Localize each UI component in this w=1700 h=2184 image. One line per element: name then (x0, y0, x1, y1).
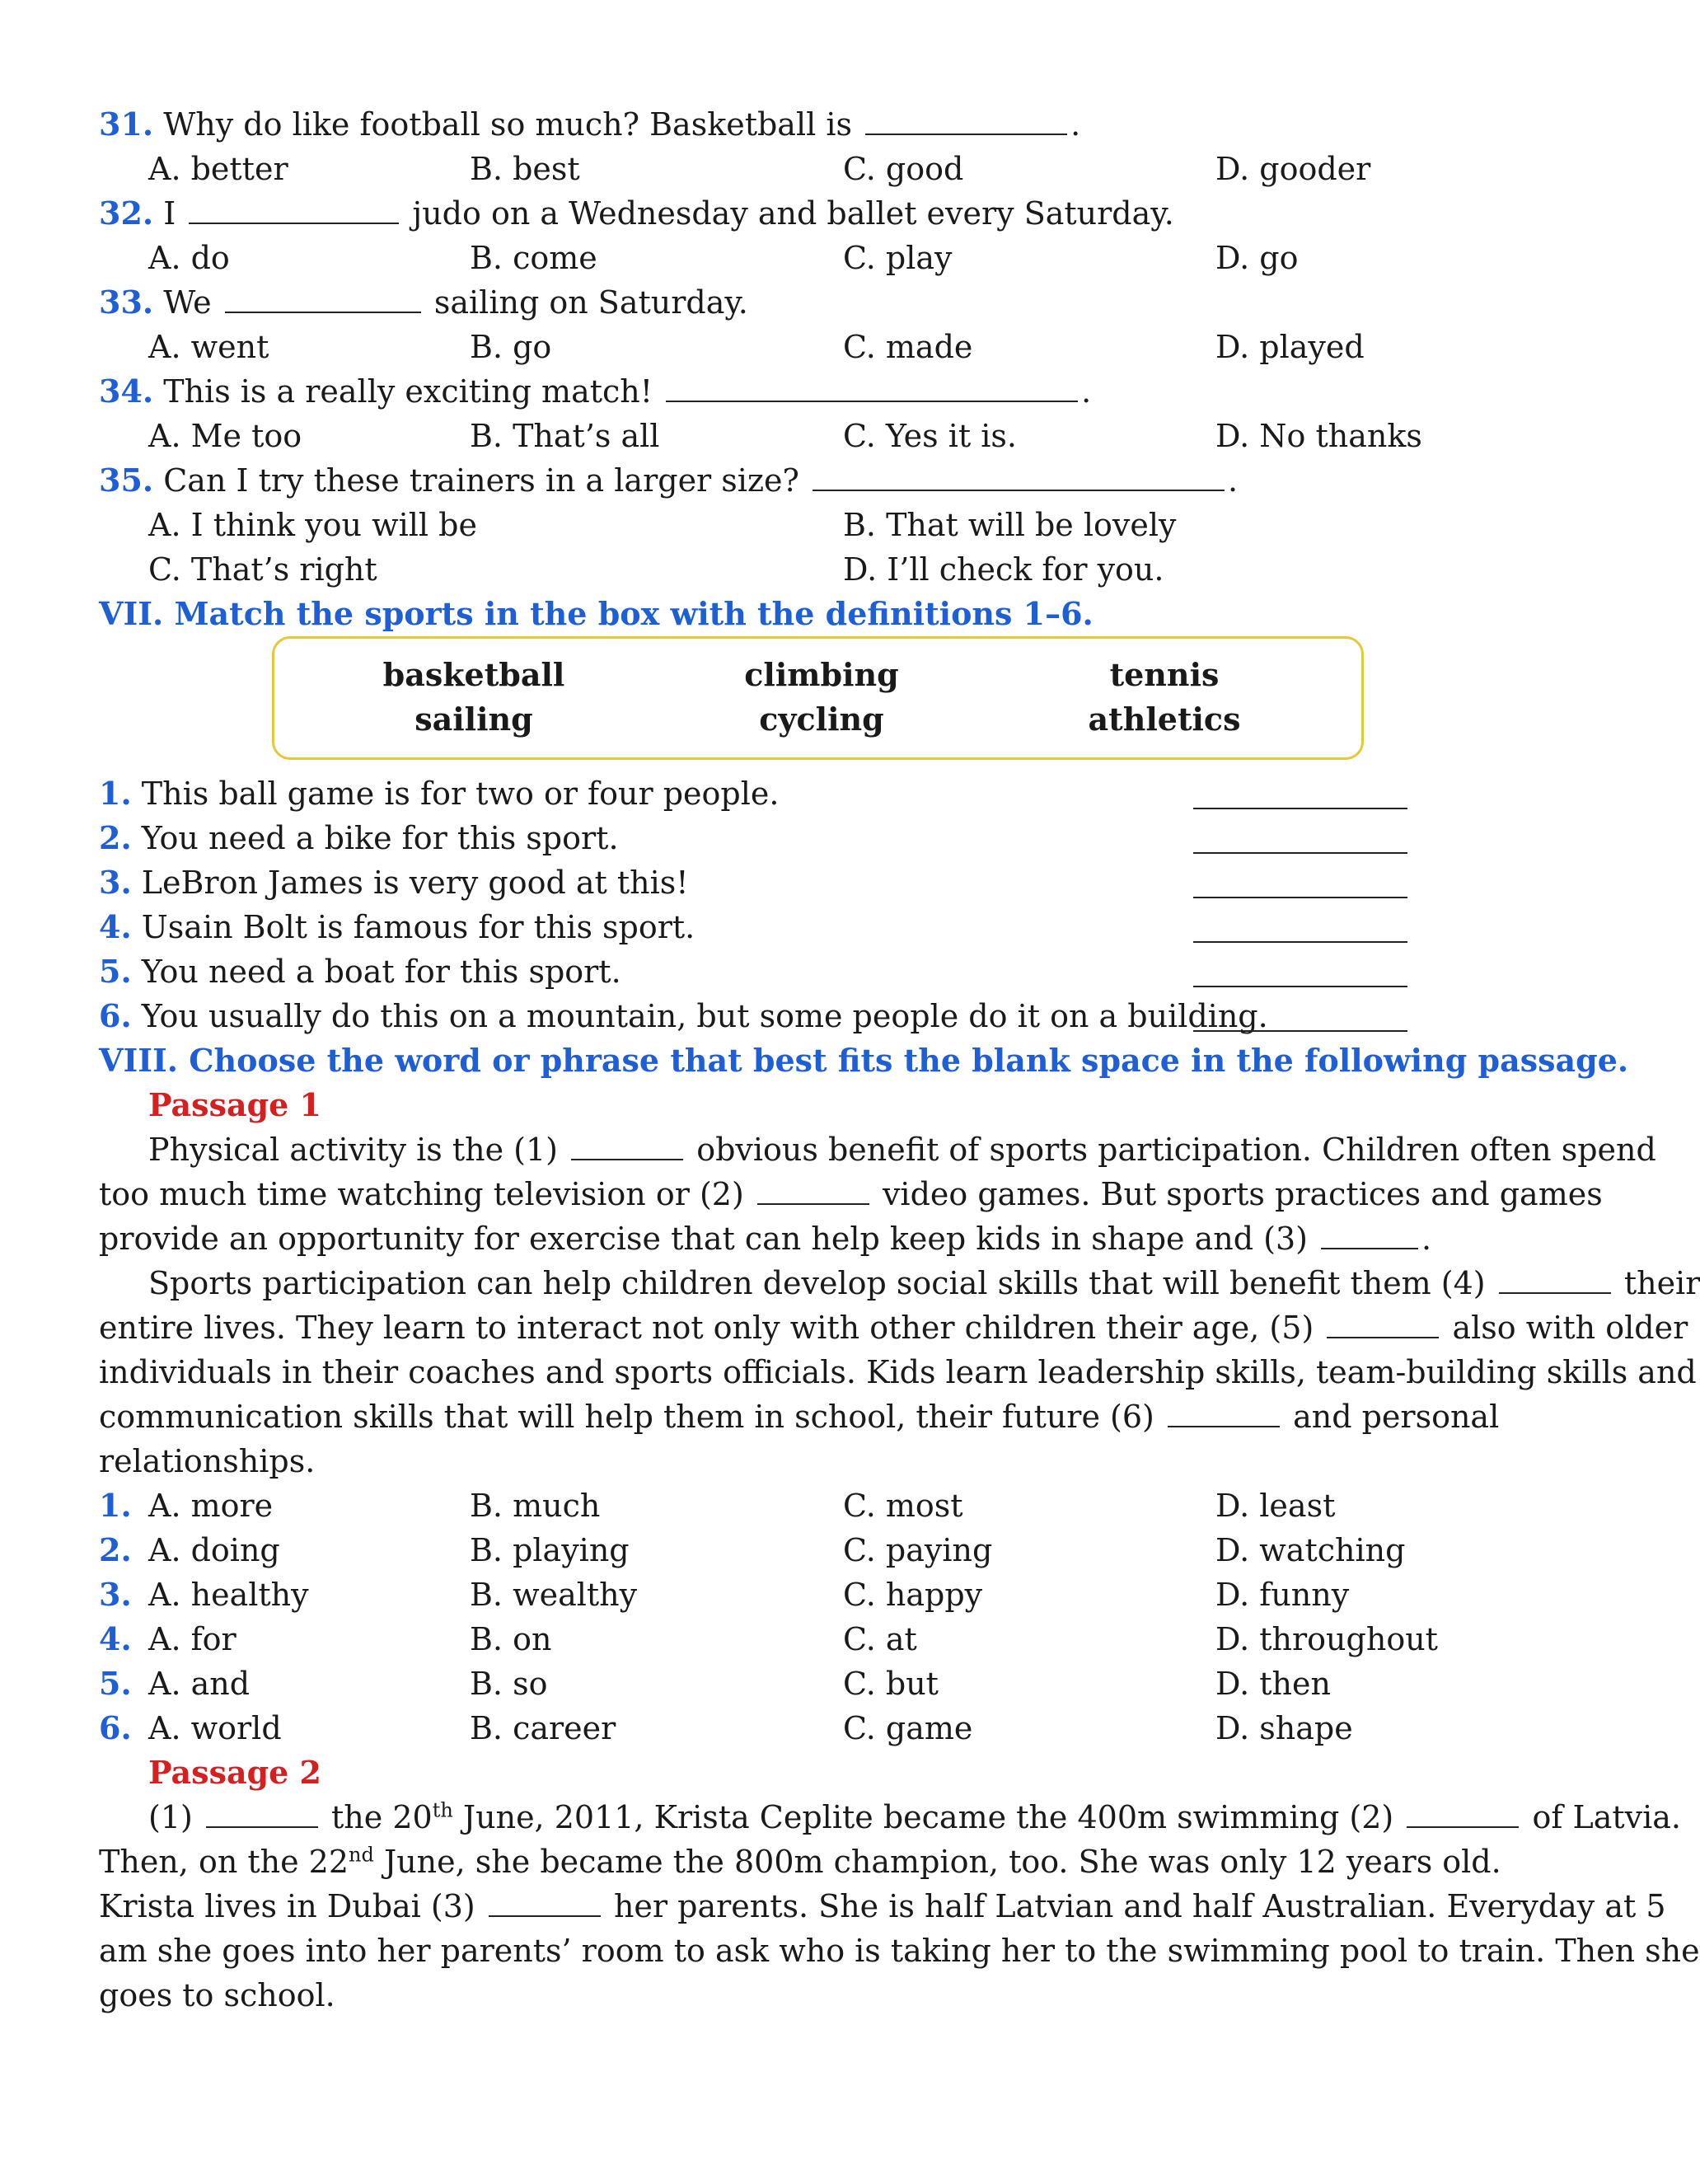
option-c: C. but (843, 1666, 939, 1702)
question-text-end: . (1227, 462, 1239, 499)
p1-question-5 (99, 1661, 132, 1706)
option-c: C. at (843, 1621, 917, 1657)
superscript: nd (349, 1843, 374, 1867)
answer-blank (666, 371, 1078, 402)
option-a: A. and (148, 1666, 251, 1702)
passage-text: provide an opportunity for exercise that can help keep kids in shape and (3) (99, 1221, 1308, 1257)
passage-text: June, 2011, Krista Ceplite became the 400m swimming (2) (462, 1799, 1394, 1835)
option-d: D. played (1215, 329, 1365, 365)
passage-2-blank-3 (489, 1886, 601, 1917)
passage-1-line (99, 1216, 1431, 1261)
passage-text: Then, on the 22 (99, 1844, 349, 1880)
option-a: A. doing (148, 1532, 280, 1568)
word-cycling: cycling (759, 701, 884, 738)
passage-2-blank-1 (206, 1797, 318, 1828)
question-text-end: . (1070, 106, 1081, 143)
passage-1-line (99, 1172, 1603, 1216)
option-b: B. That’s all (470, 418, 660, 454)
passage-text: (1) (148, 1799, 193, 1835)
option-c: C. play (843, 240, 953, 276)
option-d: D. throughout (1215, 1621, 1438, 1657)
passage-text: also with older (1452, 1310, 1688, 1346)
passage-text: too much time watching television or (2) (99, 1176, 744, 1212)
word-climbing: climbing (744, 656, 899, 693)
word-tennis: tennis (1109, 656, 1220, 693)
passage-1-line (99, 1394, 1499, 1439)
option-a: A. for (148, 1621, 237, 1657)
passage-text: am she goes into her parents’ room to ask who is taking her to the swimming pool to train. Then she (99, 1933, 1700, 1969)
passage-2-line (148, 1795, 1681, 1840)
passage-blank-3 (1321, 1218, 1418, 1249)
passage-2-line (99, 1929, 1700, 1973)
p1-question-3 (99, 1572, 132, 1617)
passage-blank-2 (757, 1174, 869, 1205)
passage-blank-6 (1168, 1396, 1280, 1427)
option-d: D. least (1215, 1488, 1336, 1524)
option-b: B. so (470, 1666, 548, 1702)
passage-text: Physical activity is the (1) (148, 1132, 559, 1168)
option-c: C. Yes it is. (843, 418, 1017, 454)
option-d: D. then (1215, 1666, 1331, 1702)
section-8-heading: VIII. Choose the word or phrase that best fits the blank space in the following passage. (99, 1042, 1629, 1079)
question-text: We (163, 284, 212, 321)
option-c: C. most (843, 1488, 963, 1524)
option-b: B. best (470, 151, 580, 187)
passage-blank-4 (1499, 1263, 1611, 1294)
option-d: D. go (1215, 240, 1299, 276)
option-b: B. career (470, 1710, 616, 1746)
question-text-end: . (1081, 373, 1092, 410)
option-d: D. No thanks (1215, 418, 1422, 454)
option-d: D. funny (1215, 1577, 1350, 1613)
option-c: C. paying (843, 1532, 993, 1568)
passage-text: Krista lives in Dubai (3) (99, 1888, 475, 1924)
passage-text: Sports participation can help children develop social skills that will benefit them (4) (148, 1265, 1486, 1301)
question-text: I (163, 195, 176, 232)
passage-1-line (99, 1439, 315, 1483)
answer-line-6 (1193, 1030, 1407, 1032)
question-number: 4. (99, 1620, 132, 1657)
option-b: B. on (470, 1621, 552, 1657)
question-34 (99, 369, 1091, 414)
passage-blank-1 (571, 1129, 683, 1160)
definition-number: 5. (99, 953, 132, 990)
option-c: C. good (843, 151, 964, 187)
passage-text: video games. But sports practices and games (882, 1176, 1603, 1212)
definition-text: Usain Bolt is famous for this sport. (141, 909, 695, 945)
definition-number: 1. (99, 775, 132, 812)
option-b: B. much (470, 1488, 601, 1524)
definition-number: 6. (99, 997, 132, 1034)
p1-question-4 (99, 1617, 132, 1661)
question-33 (99, 280, 748, 325)
passage-text: their (1623, 1265, 1700, 1301)
passage-1-line (148, 1127, 1656, 1172)
passage-1-line (148, 1261, 1700, 1305)
question-text: This is a really exciting match! (163, 373, 653, 410)
definition-text: You need a bike for this sport. (141, 820, 619, 856)
option-d: D. I’ll check for you. (843, 551, 1164, 588)
question-32 (99, 191, 1174, 236)
word-athletics: athletics (1088, 701, 1241, 738)
option-a: A. more (148, 1488, 274, 1524)
definition-text: This ball game is for two or four people. (141, 776, 780, 812)
option-a: A. world (148, 1710, 282, 1746)
definition-text: You usually do this on a mountain, but some people do it on a building. (141, 998, 1268, 1034)
passage-2-line (99, 1840, 1501, 1884)
definition-text: LeBron James is very good at this! (141, 865, 689, 901)
option-d: D. shape (1215, 1710, 1353, 1746)
question-31 (99, 102, 1080, 147)
definition-1 (99, 771, 779, 816)
question-text-end: judo on a Wednesday and ballet every Saturday. (412, 195, 1174, 232)
passage-blank-5 (1327, 1307, 1439, 1338)
answer-blank (813, 460, 1225, 491)
passage-text: entire lives. They learn to interact not only with other children their age, (5) (99, 1310, 1314, 1346)
section-7-heading: VII. Match the sports in the box with the definitions 1–6. (99, 595, 1094, 632)
option-a: A. went (148, 329, 269, 365)
definition-6 (99, 994, 1268, 1038)
question-number: 1. (99, 1487, 132, 1524)
question-35 (99, 458, 1238, 503)
option-a: A. Me too (148, 418, 302, 454)
question-number: 6. (99, 1709, 132, 1746)
option-d: D. watching (1215, 1532, 1406, 1568)
definition-text: You need a boat for this sport. (141, 954, 621, 990)
passage-2-line (99, 1884, 1666, 1929)
option-c: C. game (843, 1710, 973, 1746)
definition-number: 3. (99, 864, 132, 901)
passage-text: communication skills that will help them in school, their future (6) (99, 1399, 1154, 1435)
definition-5 (99, 949, 621, 994)
passage-text: . (1421, 1221, 1432, 1257)
answer-line-1 (1193, 808, 1407, 809)
definition-number: 2. (99, 819, 132, 856)
passage-text: goes to school. (99, 1977, 335, 2013)
option-c: C. That’s right (148, 551, 377, 588)
question-number: 2. (99, 1531, 132, 1568)
option-a: A. better (148, 151, 288, 187)
option-d: D. gooder (1215, 151, 1371, 187)
passage-1-title: Passage 1 (148, 1086, 322, 1123)
passage-text: and personal (1293, 1399, 1500, 1435)
question-number: 3. (99, 1576, 132, 1613)
answer-blank (189, 193, 399, 224)
question-number: 5. (99, 1665, 132, 1702)
passage-1-line (99, 1350, 1697, 1394)
question-number: 34. (99, 373, 154, 410)
passage-text: of Latvia. (1532, 1799, 1681, 1835)
option-b: B. wealthy (470, 1577, 638, 1613)
p1-question-2 (99, 1528, 132, 1572)
question-number: 31. (99, 105, 154, 143)
passage-text: June, she became the 800m champion, too. She was only 12 years old. (383, 1844, 1501, 1880)
p1-question-6 (99, 1706, 132, 1750)
passage-text: obvious benefit of sports participation. Children often spend (696, 1132, 1656, 1168)
answer-line-2 (1193, 852, 1407, 854)
answer-blank (865, 104, 1067, 135)
answer-line-3 (1193, 897, 1407, 898)
answer-blank (225, 282, 421, 313)
option-b: B. come (470, 240, 597, 276)
question-text: Can I try these trainers in a larger size? (163, 462, 799, 499)
word-basketball: basketball (382, 656, 565, 693)
passage-text: individuals in their coaches and sports officials. Kids learn leadership skills, team-building skills and (99, 1354, 1697, 1390)
answer-line-5 (1193, 986, 1407, 987)
question-number: 33. (99, 284, 154, 321)
question-text-end: sailing on Saturday. (433, 284, 748, 321)
passage-1-line (99, 1305, 1688, 1350)
option-b: B. playing (470, 1532, 630, 1568)
option-b: B. go (470, 329, 552, 365)
question-text: Why do like football so much? Basketball is (163, 106, 852, 143)
passage-text: the 20 (331, 1799, 433, 1835)
question-number: 35. (99, 462, 154, 499)
definition-4 (99, 905, 695, 949)
question-number: 32. (99, 194, 154, 232)
definition-3 (99, 860, 689, 905)
option-c: C. made (843, 329, 973, 365)
superscript: th (432, 1798, 453, 1822)
p1-question-1 (99, 1483, 132, 1528)
passage-text: relationships. (99, 1443, 316, 1479)
answer-line-4 (1193, 941, 1407, 943)
option-a: A. I think you will be (148, 507, 477, 543)
option-a: A. healthy (148, 1577, 309, 1613)
passage-text: her parents. She is half Latvian and half Australian. Everyday at 5 (613, 1888, 1666, 1924)
passage-2-blank-2 (1407, 1797, 1519, 1828)
word-sailing: sailing (414, 701, 533, 738)
passage-2-line (99, 1973, 335, 2018)
definition-2 (99, 816, 619, 860)
option-a: A. do (148, 240, 230, 276)
option-c: C. happy (843, 1577, 983, 1613)
option-b: B. That will be lovely (843, 507, 1177, 543)
passage-2-title: Passage 2 (148, 1754, 322, 1791)
definition-number: 4. (99, 908, 132, 945)
